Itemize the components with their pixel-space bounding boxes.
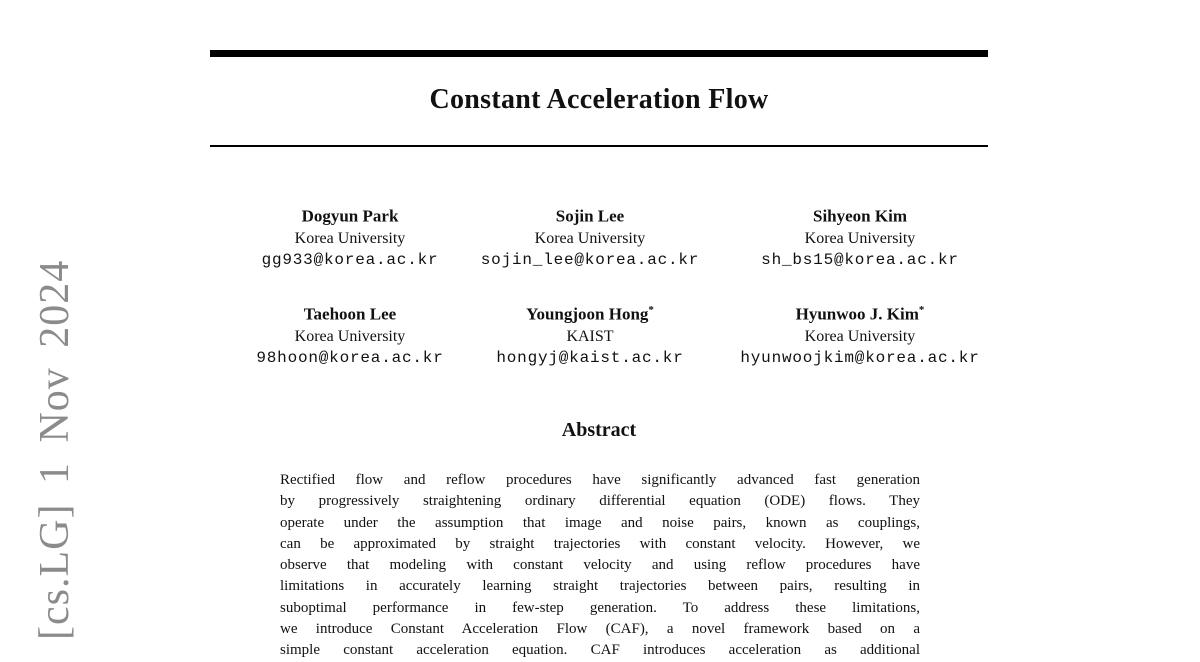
author-affiliation: Korea University bbox=[804, 327, 916, 345]
abstract-line: by progressively straightening ordinary differential equation (ODE) flows. They bbox=[280, 493, 920, 510]
abstract-line: can be approximated by straight trajectories with constant velocity. However, we bbox=[280, 535, 920, 552]
author-name-text: Youngjoon Hong bbox=[526, 304, 649, 324]
author-name-text: Hyunwoo J. Kim bbox=[795, 304, 919, 324]
author-email: sh_bs15@korea.ac.kr bbox=[761, 250, 959, 269]
author-email: hongyj@kaist.ac.kr bbox=[496, 348, 684, 367]
footnote-marker: * bbox=[648, 304, 654, 316]
author-name bbox=[450, 201, 730, 228]
author-email: hyunwoojkim@korea.ac.kr bbox=[740, 348, 980, 367]
author-affiliation: Korea University bbox=[804, 229, 916, 247]
abstract-line: simple constant acceleration equation. CAF introduces acceleration as additional bbox=[280, 642, 920, 659]
author-email: gg933@korea.ac.kr bbox=[261, 250, 439, 269]
author-card bbox=[210, 299, 490, 369]
abstract-line: suboptimal performance in few-step generation. To address these limitations, bbox=[280, 599, 920, 616]
arxiv-watermark: [cs.LG] 1 Nov 2024 bbox=[32, 259, 78, 640]
author-name-text: Dogyun Park bbox=[301, 206, 399, 226]
abstract-line: observe that modeling with constant velocity and using reflow procedures have bbox=[280, 557, 920, 574]
abstract-text bbox=[280, 470, 920, 662]
title-rule-top bbox=[210, 50, 988, 57]
abstract-line: Rectified flow and reflow procedures have significantly advanced fast generation bbox=[280, 472, 920, 488]
author-email: 98hoon@korea.ac.kr bbox=[256, 348, 444, 367]
author-name bbox=[720, 201, 1000, 228]
abstract-line: we introduce Constant Acceleration Flow (CAF), a novel framework based on a bbox=[280, 621, 920, 638]
author-affiliation: KAIST bbox=[566, 327, 614, 345]
abstract-line: limitations in accurately learning straight trajectories between pairs, resulting in bbox=[280, 578, 920, 595]
author-name bbox=[450, 299, 730, 326]
author-name bbox=[210, 299, 490, 326]
author-name bbox=[720, 299, 1000, 326]
paper-title: Constant Acceleration Flow bbox=[429, 84, 769, 115]
author-name-text: Sihyeon Kim bbox=[813, 206, 907, 226]
author-affiliation: Korea University bbox=[294, 327, 406, 345]
footnote-marker: * bbox=[918, 304, 925, 316]
paper-page bbox=[210, 0, 988, 659]
title-rule-bottom bbox=[210, 145, 988, 147]
author-card bbox=[450, 299, 730, 369]
author-card bbox=[450, 201, 730, 271]
author-name bbox=[210, 201, 490, 228]
author-card bbox=[720, 201, 1000, 271]
author-affiliation: Korea University bbox=[294, 229, 406, 247]
abstract-line: operate under the assumption that image and noise pairs, known as couplings, bbox=[280, 514, 920, 531]
abstract-heading: Abstract bbox=[561, 419, 637, 441]
author-affiliation: Korea University bbox=[534, 229, 646, 247]
author-card bbox=[720, 299, 1000, 369]
author-name-text: Taehoon Lee bbox=[303, 304, 397, 324]
author-email: sojin_lee@korea.ac.kr bbox=[480, 250, 700, 269]
author-card bbox=[210, 201, 490, 271]
author-name-text: Sojin Lee bbox=[555, 206, 625, 226]
